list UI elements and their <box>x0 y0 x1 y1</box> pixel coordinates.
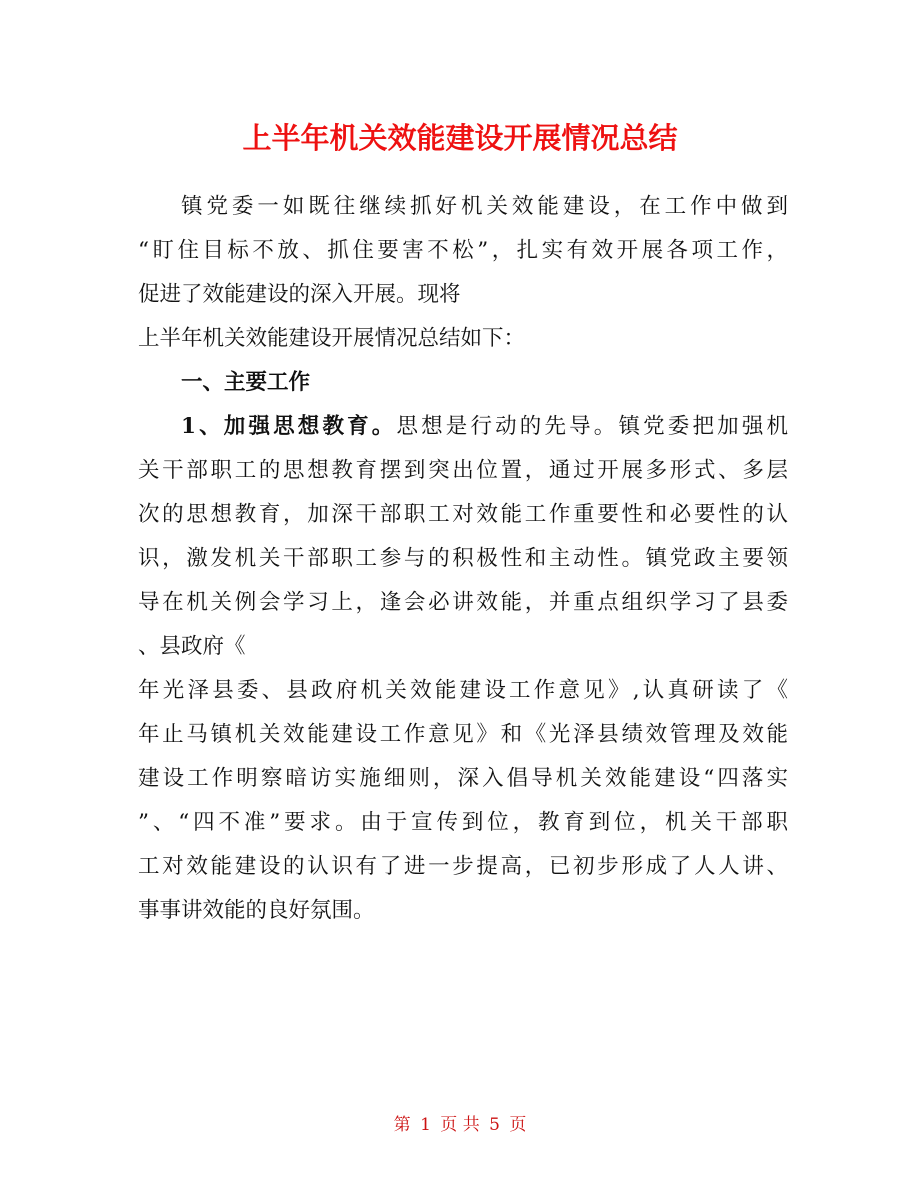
page-label-suffix: 页 <box>509 1115 527 1135</box>
paragraph-line: ”、“四不准”要求。由于宣传到位，教育到位，机关干部职 <box>138 810 788 835</box>
paragraph-line: 关干部职工的思想教育摆到突出位置，通过开展多形式、多层 <box>138 458 788 483</box>
paragraph-line: 、县政府《 <box>138 634 246 659</box>
paragraph-line: 年光泽县委、县政府机关效能建设工作意见》,认真研读了《 <box>138 678 788 703</box>
paragraph-line: 事事讲效能的良好氛围。 <box>138 898 375 923</box>
page-current: 1 <box>420 1115 431 1135</box>
paragraph-line: 次的思想教育，加深干部职工对效能工作重要性和必要性的认 <box>138 502 788 527</box>
page-label-mid: 页 共 <box>440 1115 480 1135</box>
paragraph-line: 导在机关例会学习上，逢会必讲效能，并重点组织学习了县委 <box>138 590 788 615</box>
document-body <box>138 185 788 933</box>
document-title: 上半年机关效能建设开展情况总结 <box>242 121 678 155</box>
paragraph-line <box>138 405 788 449</box>
section-heading: 一、主要工作 <box>181 370 311 395</box>
subsection-heading: 1、加强思想教育。 <box>181 414 397 439</box>
paragraph-line: 年止马镇机关效能建设工作意见》和《光泽县绩效管理及效能 <box>138 722 788 747</box>
paragraph-line: “盯住目标不放、抓住要害不松”，扎实有效开展各项工作， <box>138 238 788 263</box>
paragraph-line: 建设工作明察暗访实施细则，深入倡导机关效能建设“四落实 <box>138 766 788 791</box>
paragraph-line: 识，激发机关干部职工参与的积极性和主动性。镇党政主要领 <box>138 546 788 571</box>
page-label-prefix: 第 <box>393 1115 411 1135</box>
paragraph-line: 促进了效能建设的深入开展。现将 <box>138 282 461 307</box>
paragraph-line: 工对效能建设的认识有了进一步提高，已初步形成了人人讲、 <box>138 854 788 879</box>
paragraph-line: 上半年机关效能建设开展情况总结如下： <box>138 326 526 351</box>
page-footer <box>0 1112 920 1138</box>
paragraph-text: 思想是行动的先导。镇党委把加强机 <box>396 414 788 439</box>
paragraph-line: 镇党委一如既往继续抓好机关效能建设，在工作中做到 <box>181 194 788 219</box>
page-total: 5 <box>489 1115 500 1135</box>
